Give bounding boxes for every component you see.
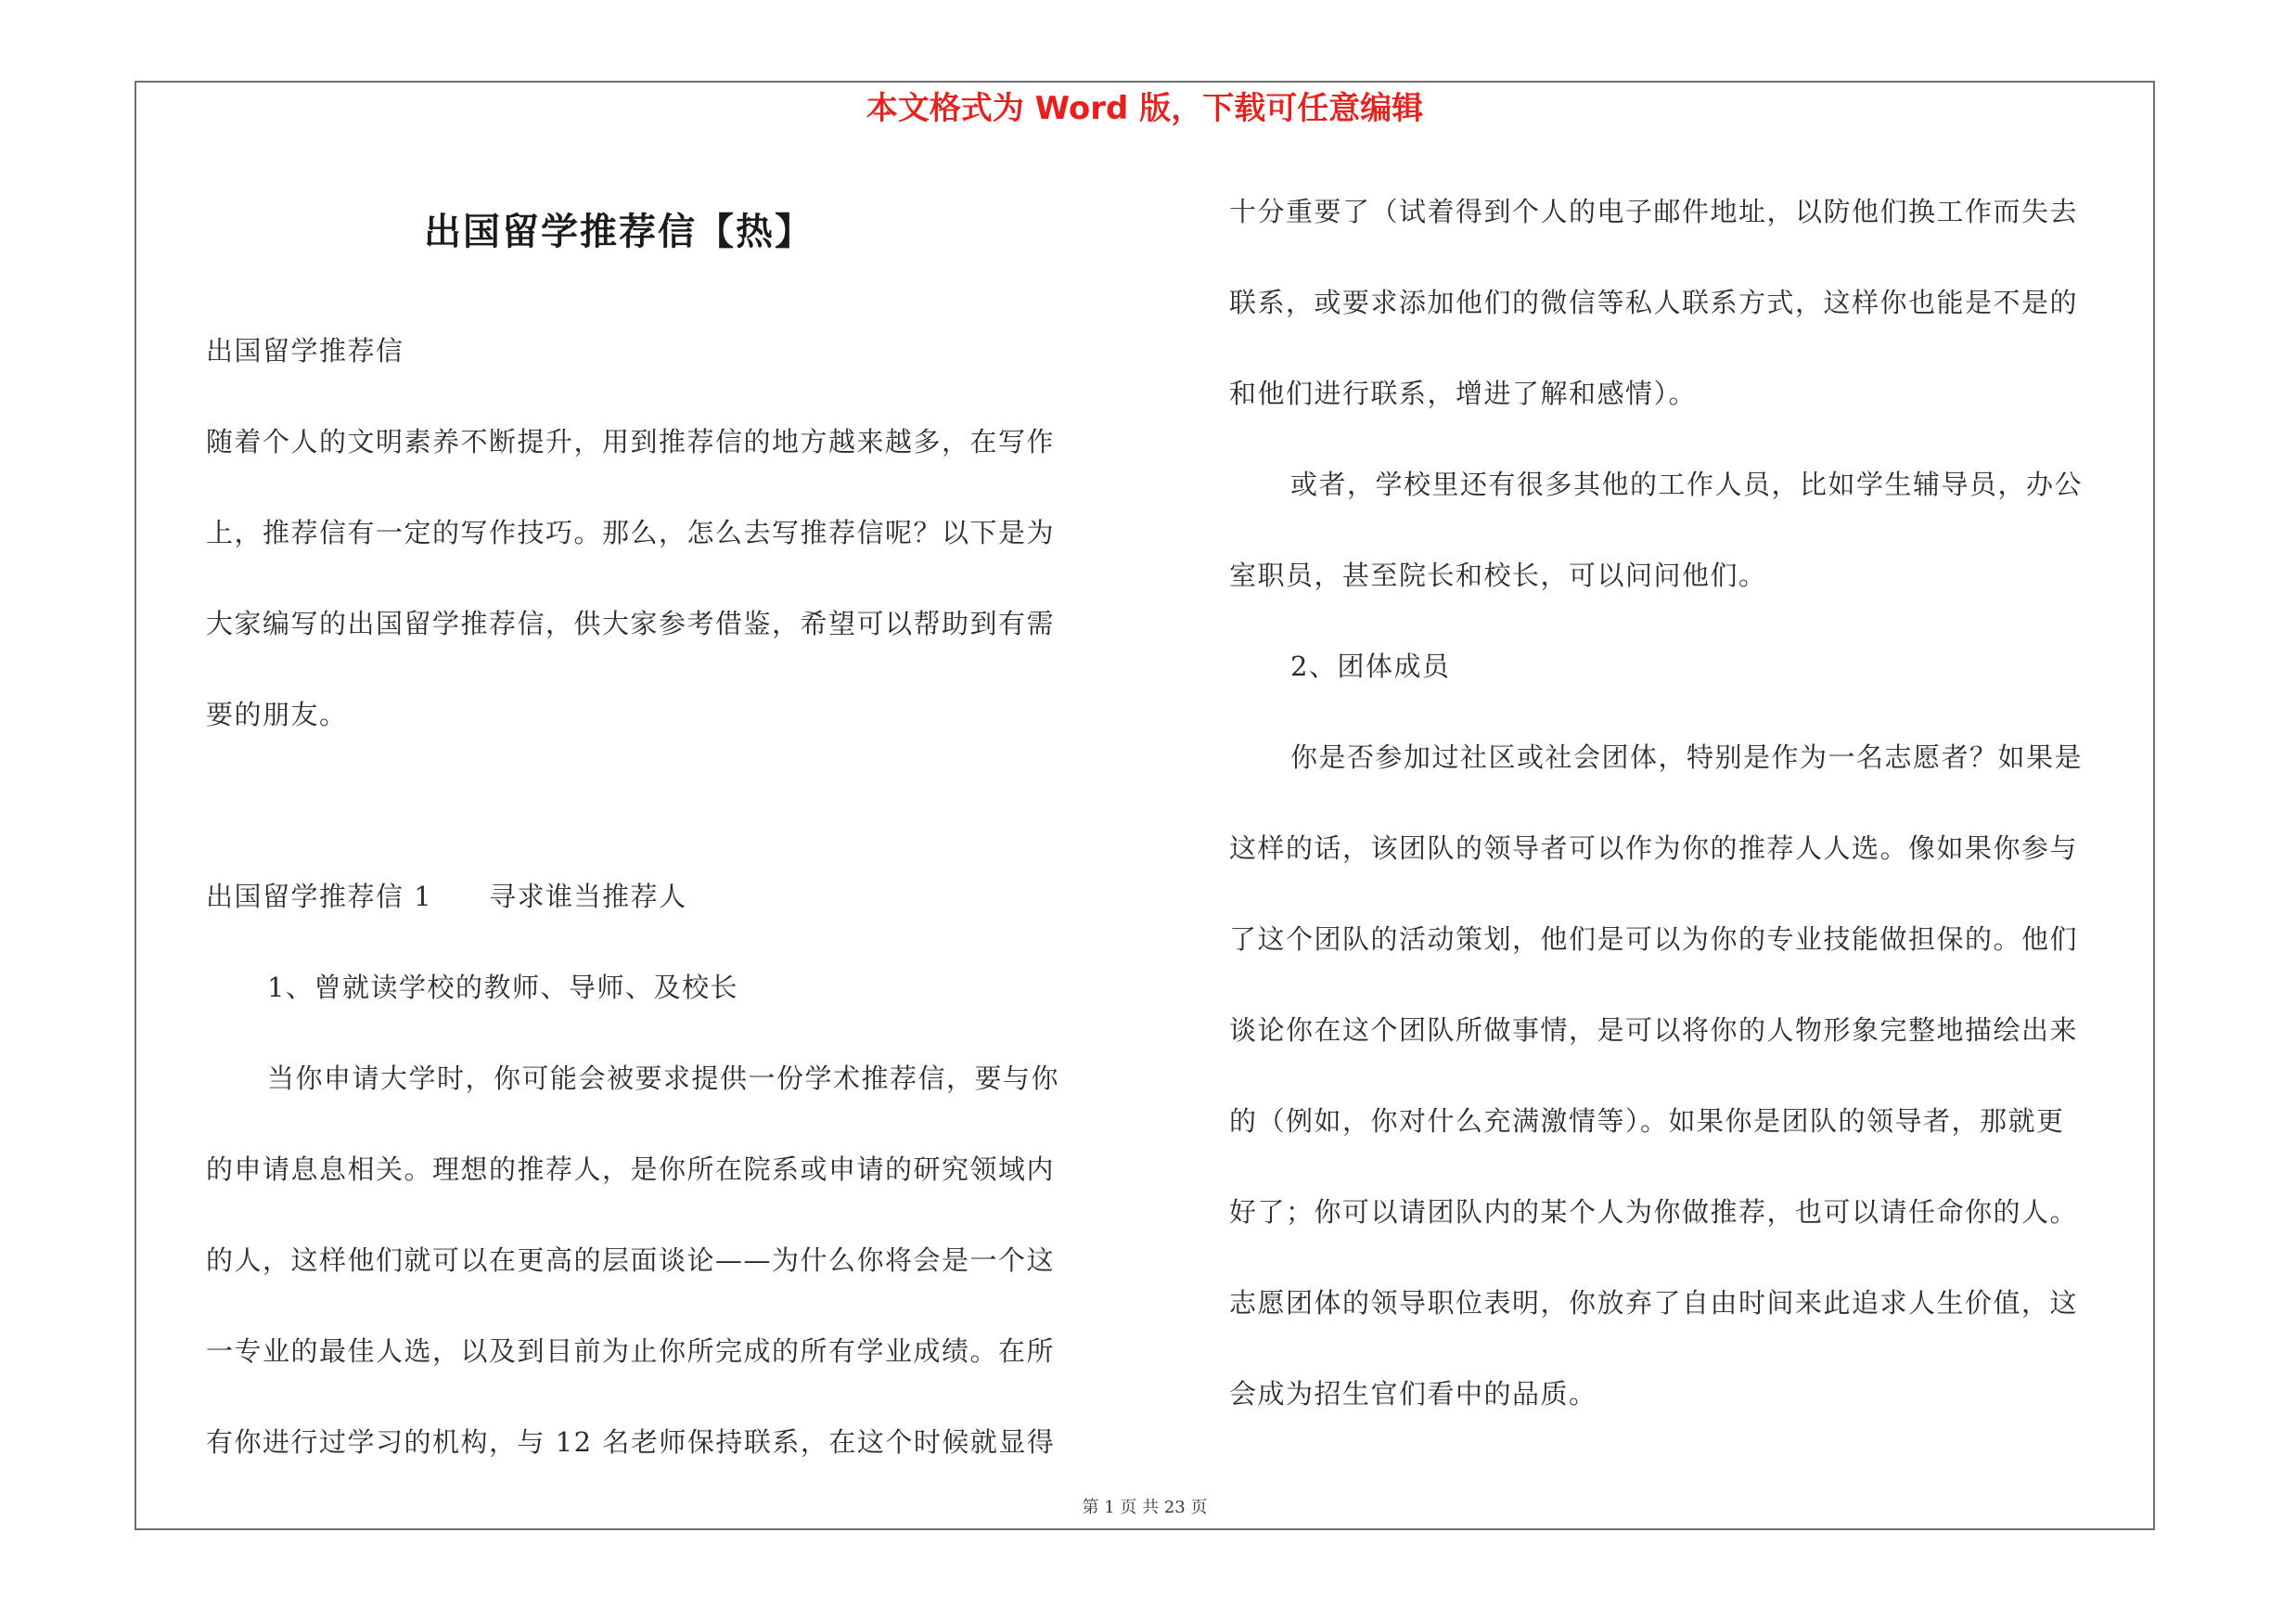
paragraph-line: 上，推荐信有一定的写作技巧。那么，怎么去写推荐信呢？以下是为 xyxy=(206,517,1056,548)
paragraph-line: 和他们进行联系，增进了解和感情）。 xyxy=(1229,378,1698,409)
list-heading: 2、团体成员 xyxy=(1290,650,1451,682)
subheading: 出国留学推荐信 xyxy=(206,335,404,367)
paragraph-line: 或者，学校里还有很多其他的工作人员，比如学生辅导员，办公 xyxy=(1290,469,2084,500)
paragraph-line: 大家编写的出国留学推荐信，供大家参考借鉴，希望可以帮助到有需 xyxy=(206,608,1056,639)
paragraph-line: 了这个团队的活动策划，他们是可以为你的专业技能做担保的。他们 xyxy=(1229,923,2079,955)
document-title: 出国留学推荐信【热】 xyxy=(424,211,814,253)
section-heading: 出国留学推荐信 1 寻求谁当推荐人 xyxy=(206,881,687,912)
paragraph-line: 十分重要了（试着得到个人的电子邮件地址，以防他们换工作而失去 xyxy=(1229,196,2079,227)
paragraph-line: 的申请息息相关。理想的推荐人，是你所在院系或申请的研究领域内 xyxy=(206,1153,1056,1185)
paragraph-line: 会成为招生官们看中的品质。 xyxy=(1229,1378,1597,1410)
paragraph-line: 志愿团体的领导职位表明，你放弃了自由时间来此追求人生价值，这 xyxy=(1229,1287,2079,1319)
list-heading: 1、曾就读学校的教师、导师、及校长 xyxy=(267,972,738,1003)
paragraph-line: 当你申请大学时，你可能会被要求提供一份学术推荐信，要与你 xyxy=(267,1063,1060,1094)
paragraph-line: 好了；你可以请团队内的某个人为你做推荐，也可以请任命你的人。 xyxy=(1229,1196,2079,1228)
paragraph-line: 室职员，甚至院长和校长，可以问问他们。 xyxy=(1229,560,1767,591)
paragraph-line: 随着个人的文明素养不断提升，用到推荐信的地方越来越多，在写作 xyxy=(206,426,1056,457)
format-banner: 本文格式为 Word 版，下载可任意编辑 xyxy=(866,90,1424,127)
paragraph-line: 谈论你在这个团队所做事情，是可以将你的人物形象完整地描绘出来 xyxy=(1229,1014,2079,1046)
paragraph-line: 的（例如，你对什么充满激情等）。如果你是团队的领导者，那就更 xyxy=(1229,1105,2065,1137)
paragraph-line: 你是否参加过社区或社会团体，特别是作为一名志愿者？如果是 xyxy=(1290,741,2084,773)
paragraph-line: 有你进行过学习的机构，与 12 名老师保持联系，在这个时候就显得 xyxy=(206,1426,1056,1458)
paragraph-line: 一专业的最佳人选，以及到目前为止你所完成的所有学业成绩。在所 xyxy=(206,1335,1056,1367)
paragraph-line: 联系，或要求添加他们的微信等私人联系方式，这样你也能是不是的 xyxy=(1229,287,2079,318)
paragraph-line: 这样的话，该团队的领导者可以作为你的推荐人人选。像如果你参与 xyxy=(1229,832,2079,864)
page-number-footer: 第 1 页 共 23 页 xyxy=(1082,1498,1208,1517)
paragraph-line: 的人，这样他们就可以在更高的层面谈论——为什么你将会是一个这 xyxy=(206,1244,1056,1276)
paragraph-line: 要的朋友。 xyxy=(206,699,348,730)
